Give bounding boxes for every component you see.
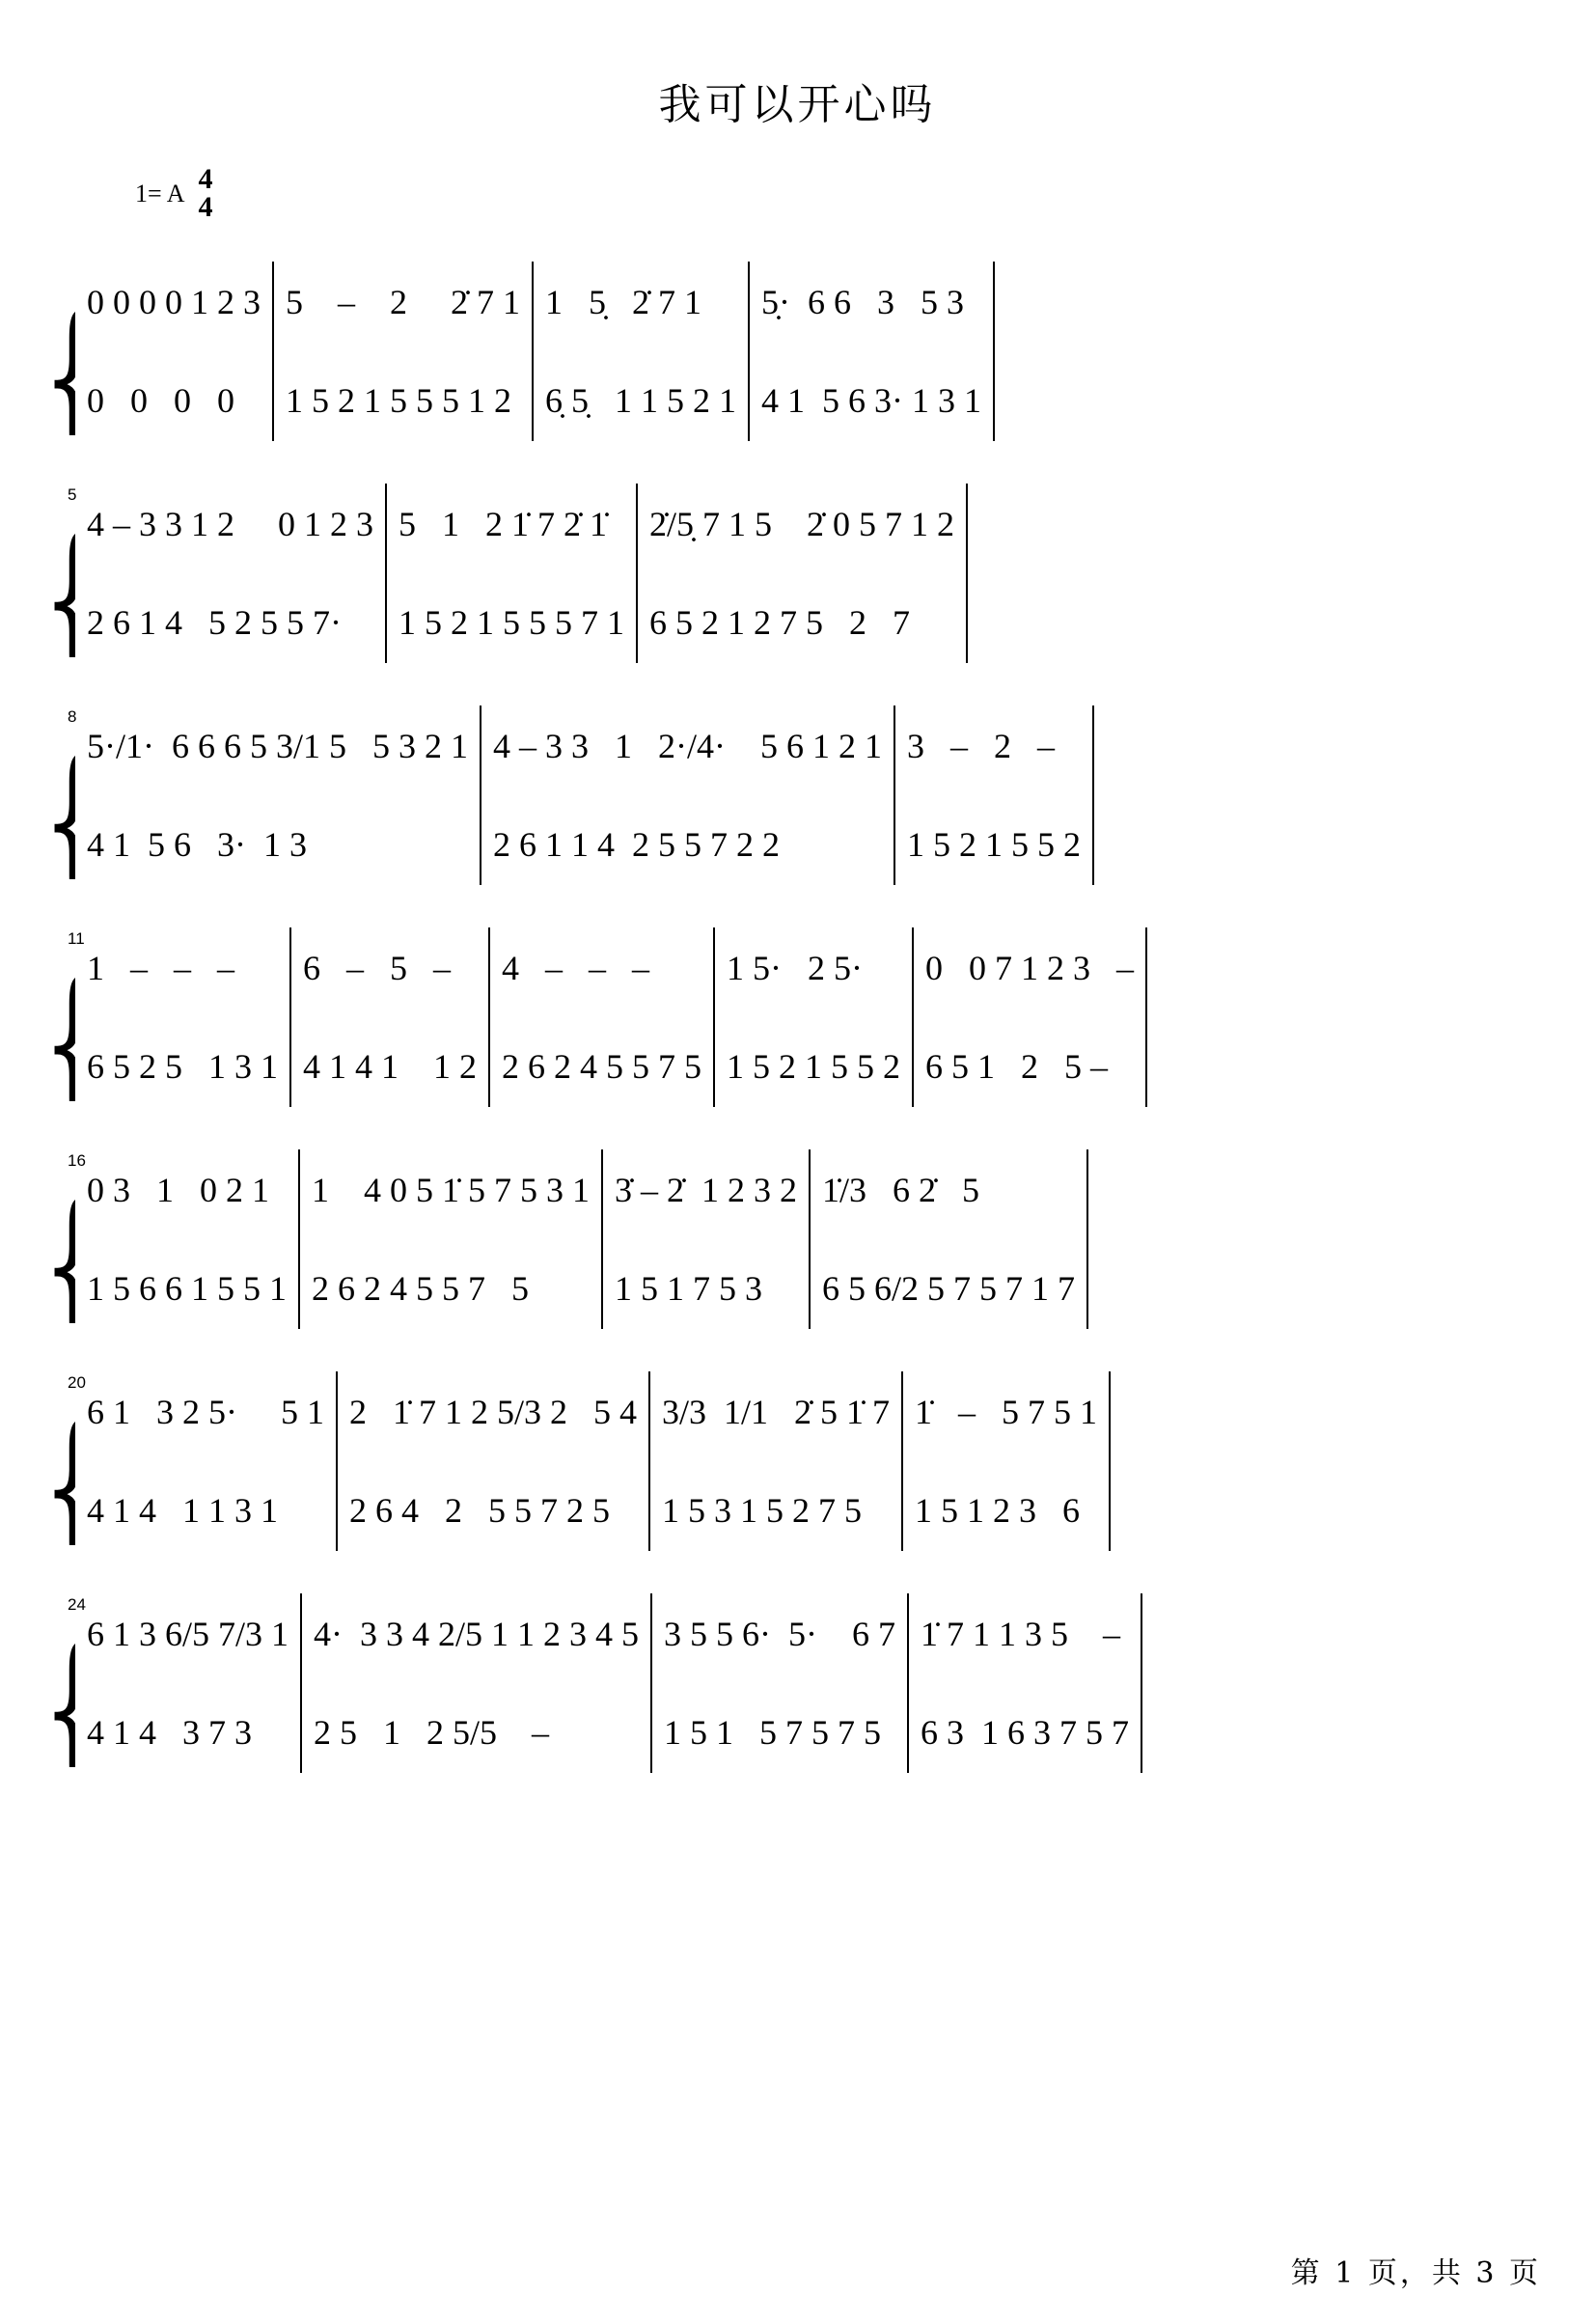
upper-voice: 3 5 5 6· 5· 6 7 bbox=[664, 1615, 895, 1653]
upper-voice: 4· 3 3 4 2/5 1 1 2 3 4 5 bbox=[314, 1615, 640, 1653]
lower-voice: 1 5 2 1 5 5 2 bbox=[727, 1047, 900, 1086]
measure bbox=[652, 1593, 909, 1773]
lower-voice: 1 5 6 6 1 5 5 1 bbox=[87, 1269, 287, 1308]
measure bbox=[715, 927, 914, 1107]
lower-voice: 4 1 4 1 1 2 bbox=[303, 1047, 477, 1086]
measure bbox=[300, 1149, 603, 1329]
lower-voice: 1 5 2 1 5 5 5 7 1 bbox=[399, 603, 624, 642]
page-title: 我可以开心吗 bbox=[658, 80, 937, 129]
lower-voice: 2 6 2 4 5 5 7 5 bbox=[312, 1269, 529, 1308]
lower-voice: 2 6 1 1 4 2 5 5 7 2 2 bbox=[492, 825, 780, 864]
upper-voice: 0 3 1 0 2 1 bbox=[87, 1171, 269, 1209]
measure bbox=[75, 1149, 300, 1329]
system-number: 24 bbox=[68, 1595, 86, 1614]
upper-voice: 1̇ – 5 7 5 1 bbox=[915, 1393, 1098, 1431]
lower-voice: 4 1 5 6 3· 1 3 1 bbox=[761, 381, 981, 420]
lower-voice: 1 5 3 1 5 2 7 5 bbox=[662, 1491, 863, 1530]
lower-voice: 6 3 1 6 3 7 5 7 bbox=[921, 1713, 1129, 1752]
lower-voice: 6̣ 5̣ 1 1 5 2 1 bbox=[545, 381, 736, 420]
grand-staff-brace-icon bbox=[42, 493, 75, 657]
music-system bbox=[0, 1371, 1595, 1561]
measure bbox=[75, 1593, 302, 1773]
music-system bbox=[0, 484, 1595, 673]
measure bbox=[274, 262, 534, 441]
music-systems bbox=[0, 262, 1595, 1783]
lower-voice: 2 6 4 2 5 5 7 2 5 bbox=[349, 1491, 610, 1530]
measure bbox=[291, 927, 490, 1107]
page-footer: 第 1 页，共 3 页 bbox=[1290, 2256, 1541, 2290]
measure bbox=[387, 484, 638, 663]
grand-staff-brace-icon bbox=[42, 1603, 75, 1767]
lower-voice: 0 0 0 0 bbox=[87, 381, 234, 420]
upper-voice: 3 – 2 – bbox=[906, 727, 1055, 765]
measure bbox=[750, 262, 995, 441]
upper-voice: 5·/1· 6 6 6 5 3/1 5 5 3 2 1 bbox=[87, 727, 468, 765]
measure bbox=[650, 1371, 903, 1551]
music-system bbox=[0, 1593, 1595, 1783]
measure bbox=[75, 927, 291, 1107]
measure-row bbox=[75, 484, 1556, 663]
upper-voice: 4 – – – bbox=[502, 949, 649, 987]
measure bbox=[490, 927, 715, 1107]
grand-staff-brace-icon bbox=[42, 1159, 75, 1323]
lower-voice: 6 5 2 5 1 3 1 bbox=[87, 1047, 278, 1086]
measure bbox=[603, 1149, 811, 1329]
upper-voice: 3̇ – 2̇ 1 2 3 2 bbox=[615, 1171, 797, 1209]
system-number: 11 bbox=[68, 929, 85, 948]
lower-voice: 4 1 4 3 7 3 bbox=[87, 1713, 252, 1752]
upper-voice: 1̇/3 6 2̇ 5 bbox=[822, 1171, 980, 1209]
upper-voice: 4 – 3 3 1 2 0 1 2 3 bbox=[87, 505, 373, 543]
upper-voice: 1 4 0 5 1̇ 5 7 5 3 1 bbox=[312, 1171, 590, 1209]
lower-voice: 2 5 1 2 5/5 – bbox=[314, 1713, 550, 1752]
upper-voice: 2̇/5̣ 7 1 5 2̇ 0 5 7 1 2 bbox=[649, 505, 955, 543]
grand-staff-brace-icon bbox=[42, 715, 75, 879]
upper-voice: 5 1 2 1̇ 7 2̇ 1̇ bbox=[399, 505, 607, 543]
lower-voice: 1 5 1 2 3 6 bbox=[915, 1491, 1081, 1530]
measure bbox=[903, 1371, 1111, 1551]
time-denominator: 4 bbox=[198, 190, 213, 223]
upper-voice: 1̇ 7 1 1 3 5 – bbox=[921, 1615, 1120, 1653]
upper-voice: 1 – – – bbox=[87, 949, 234, 987]
time-numerator: 4 bbox=[198, 163, 213, 195]
system-number: 8 bbox=[68, 707, 77, 726]
key-signature bbox=[135, 163, 1595, 223]
lower-voice: 1 5 1 5 7 5 7 5 bbox=[664, 1713, 882, 1752]
measure bbox=[534, 262, 750, 441]
grand-staff-brace-icon bbox=[42, 937, 75, 1101]
lower-voice: 2 6 2 4 5 5 7 5 bbox=[502, 1047, 701, 1086]
measure bbox=[75, 484, 387, 663]
lower-voice: 1 5 1 7 5 3 bbox=[615, 1269, 762, 1308]
measure-row bbox=[75, 706, 1556, 885]
upper-voice: 0 0 7 1 2 3 – bbox=[925, 949, 1134, 987]
upper-voice: 1 5· 2 5· bbox=[727, 949, 863, 987]
time-signature bbox=[198, 163, 213, 223]
measure bbox=[75, 706, 481, 885]
upper-voice: 3/3 1/1 2̇ 5 1̇ 7 bbox=[662, 1393, 891, 1431]
grand-staff-brace-icon bbox=[42, 271, 75, 435]
measure bbox=[895, 706, 1094, 885]
measure bbox=[811, 1149, 1088, 1329]
system-number: 16 bbox=[68, 1151, 86, 1170]
sheet-music-page bbox=[0, 69, 1595, 2324]
measure bbox=[302, 1593, 652, 1773]
grand-staff-brace-icon bbox=[42, 1381, 75, 1545]
measure-row bbox=[75, 1371, 1556, 1551]
lower-voice: 6 5 1 2 5 – bbox=[925, 1047, 1108, 1086]
system-number: 20 bbox=[68, 1373, 86, 1392]
lower-voice: 4 1 4 1 1 3 1 bbox=[87, 1491, 278, 1530]
music-system bbox=[0, 1149, 1595, 1339]
measure-row bbox=[75, 262, 1556, 441]
measure bbox=[909, 1593, 1142, 1773]
music-system bbox=[0, 927, 1595, 1117]
system-number: 5 bbox=[68, 485, 77, 504]
music-system bbox=[0, 262, 1595, 451]
lower-voice: 6 5 2 1 2 7 5 2 7 bbox=[649, 603, 910, 642]
measure bbox=[75, 262, 274, 441]
measure-row bbox=[75, 1593, 1556, 1773]
lower-voice: 4 1 5 6 3· 1 3 bbox=[87, 825, 307, 864]
upper-voice: 5̣· 6 6 3 5 3 bbox=[761, 283, 964, 321]
measure bbox=[914, 927, 1147, 1107]
measure bbox=[338, 1371, 650, 1551]
lower-voice: 1 5 2 1 5 5 2 bbox=[906, 825, 1081, 864]
upper-voice: 5 – 2 2̇ 7 1 bbox=[286, 283, 520, 321]
lower-voice: 6 5 6/2 5 7 5 7 1 7 bbox=[822, 1269, 1076, 1308]
lower-voice: 1 5 2 1 5 5 5 1 2 bbox=[286, 381, 511, 420]
upper-voice: 1 5̣ 2̇ 7 1 bbox=[545, 283, 701, 321]
measure bbox=[638, 484, 968, 663]
upper-voice: 6 1 3 2 5· 5 1 bbox=[87, 1393, 324, 1431]
music-system bbox=[0, 706, 1595, 895]
upper-voice: 0 0 0 0 1 2 3 bbox=[87, 283, 261, 321]
measure bbox=[75, 1371, 338, 1551]
upper-voice: 6 – 5 – bbox=[303, 949, 451, 987]
measure-row bbox=[75, 1149, 1556, 1329]
measure-row bbox=[75, 927, 1556, 1107]
upper-voice: 6 1 3 6/5 7/3 1 bbox=[87, 1615, 289, 1653]
upper-voice: 2 1̇ 7 1 2 5/3 2 5 4 bbox=[349, 1393, 638, 1431]
upper-voice: 4 – 3 3 1 2·/4· 5 6 1 2 1 bbox=[492, 727, 882, 765]
lower-voice: 2 6 1 4 5 2 5 5 7· bbox=[87, 603, 342, 642]
measure bbox=[481, 706, 895, 885]
key-label: 1= A bbox=[135, 179, 185, 208]
